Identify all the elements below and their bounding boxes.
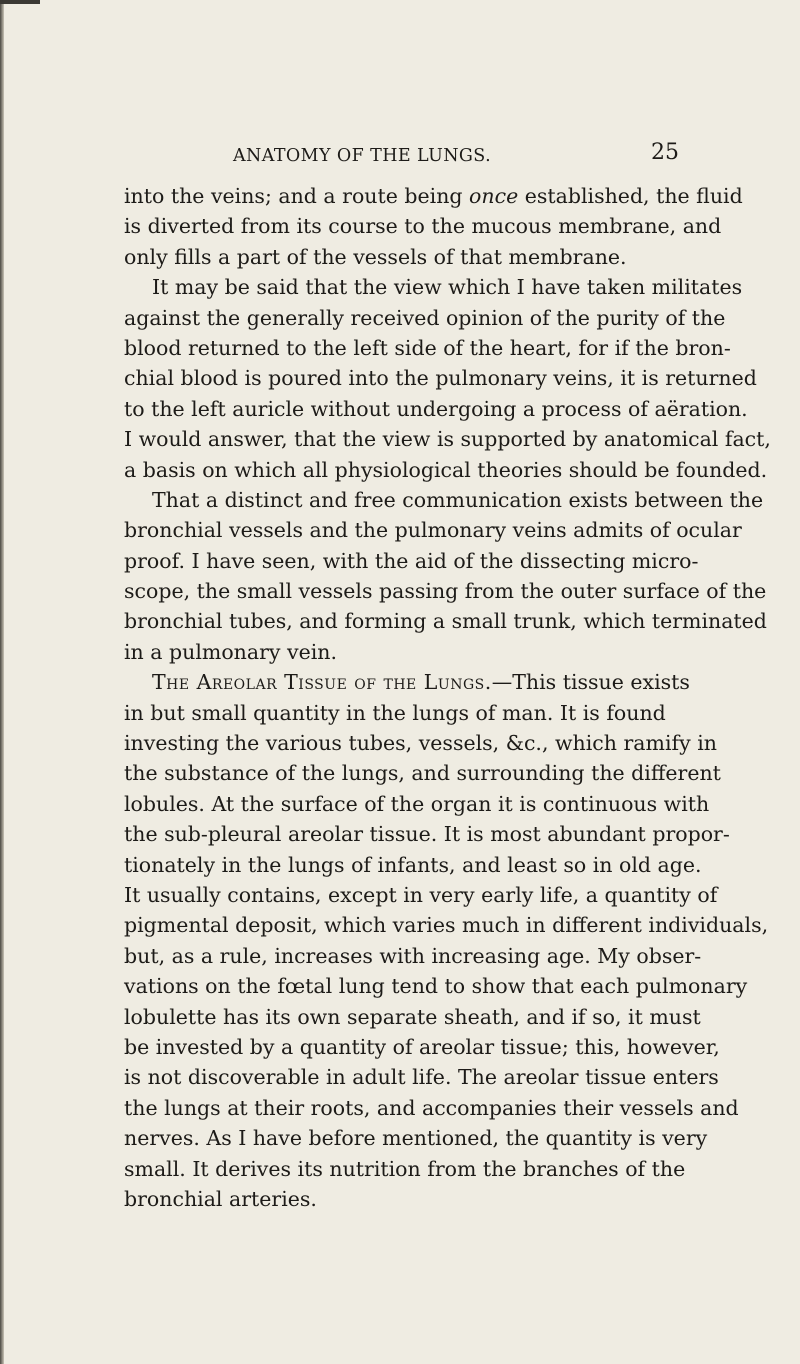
text-line: bronchial vessels and the pulmonary veins admits of ocular [124,518,742,543]
text-line: against the generally received opinion of the purity of the [124,305,726,330]
paragraph-start-line: That a distinct and free communication exists between the [152,487,764,512]
text-line: lobulette has its own separate sheath, and if so, it must [124,1004,701,1029]
text-line: only fills a part of the vessels of that membrane. [124,244,627,269]
text-line: but, as a rule, increases with increasing age. My obser- [124,943,702,968]
text-line: pigmental deposit, which varies much in different individuals, [124,913,769,938]
text-line: be invested by a quantity of areolar tissue; this, however, [124,1034,720,1059]
text-line: to the left auricle without undergoing a process of aëration. [124,396,748,421]
text-line: bronchial tubes, and forming a small trunk, which terminated [124,609,767,634]
emphasis-once: once [469,184,519,208]
text-line: a basis on which all physiological theories should be founded. [124,457,768,482]
text-line: blood returned to the left side of the heart, for if the bron- [124,335,731,360]
text-line: bronchial arteries. [124,1186,317,1211]
text-line: nerves. As I have before mentioned, the quantity is very [124,1126,708,1151]
running-head: ANATOMY OF THE LUNGS. [233,146,492,166]
text-line: the lungs at their roots, and accompanies their vessels and [124,1095,739,1120]
text-line: in but small quantity in the lungs of man. It is found [124,700,666,725]
text-line: the sub-pleural areolar tissue. It is most abundant propor- [124,822,730,847]
text-line: lobules. At the surface of the organ it is continuous with [124,791,710,816]
text-line: is diverted from its course to the mucous membrane, and [124,214,722,239]
paragraph-start-line: It may be said that the view which I have taken militates [152,275,743,300]
text-line: It usually contains, except in very early life, a quantity of [124,882,718,907]
text-line: is not discoverable in adult life. The areolar tissue enters [124,1065,719,1090]
text-line: chial blood is poured into the pulmonary veins, it is returned [124,366,757,391]
scan-edge-left [0,0,4,1364]
text-line: vations on the fœtal lung tend to show that each pulmonary [124,974,748,999]
text-line: tionately in the lungs of infants, and least so in old age. [124,852,702,877]
page-header [0,140,800,167]
scan-edge-top [0,0,40,4]
page-number: 25 [651,140,679,165]
text-line: investing the various tubes, vessels, &c., which ramify in [124,731,717,756]
text-line: the substance of the lungs, and surrounding the different [124,761,721,786]
text-line: small. It derives its nutrition from the branches of the [124,1156,686,1181]
text-line: I would answer, that the view is supported by anatomical fact, [124,427,771,452]
text-line: in a pulmonary vein. [124,639,337,664]
section-heading-line: The Areolar Tissue of the Lungs.—This tissue exists [152,670,690,695]
body-text [124,181,771,1214]
text-line: proof. I have seen, with the aid of the dissecting micro- [124,548,699,573]
text-line: into the veins; and a route being once established, the fluid [124,184,743,208]
text-line: scope, the small vessels passing from the outer surface of the [124,579,767,604]
section-heading: The Areolar Tissue of the Lungs. [152,670,492,695]
